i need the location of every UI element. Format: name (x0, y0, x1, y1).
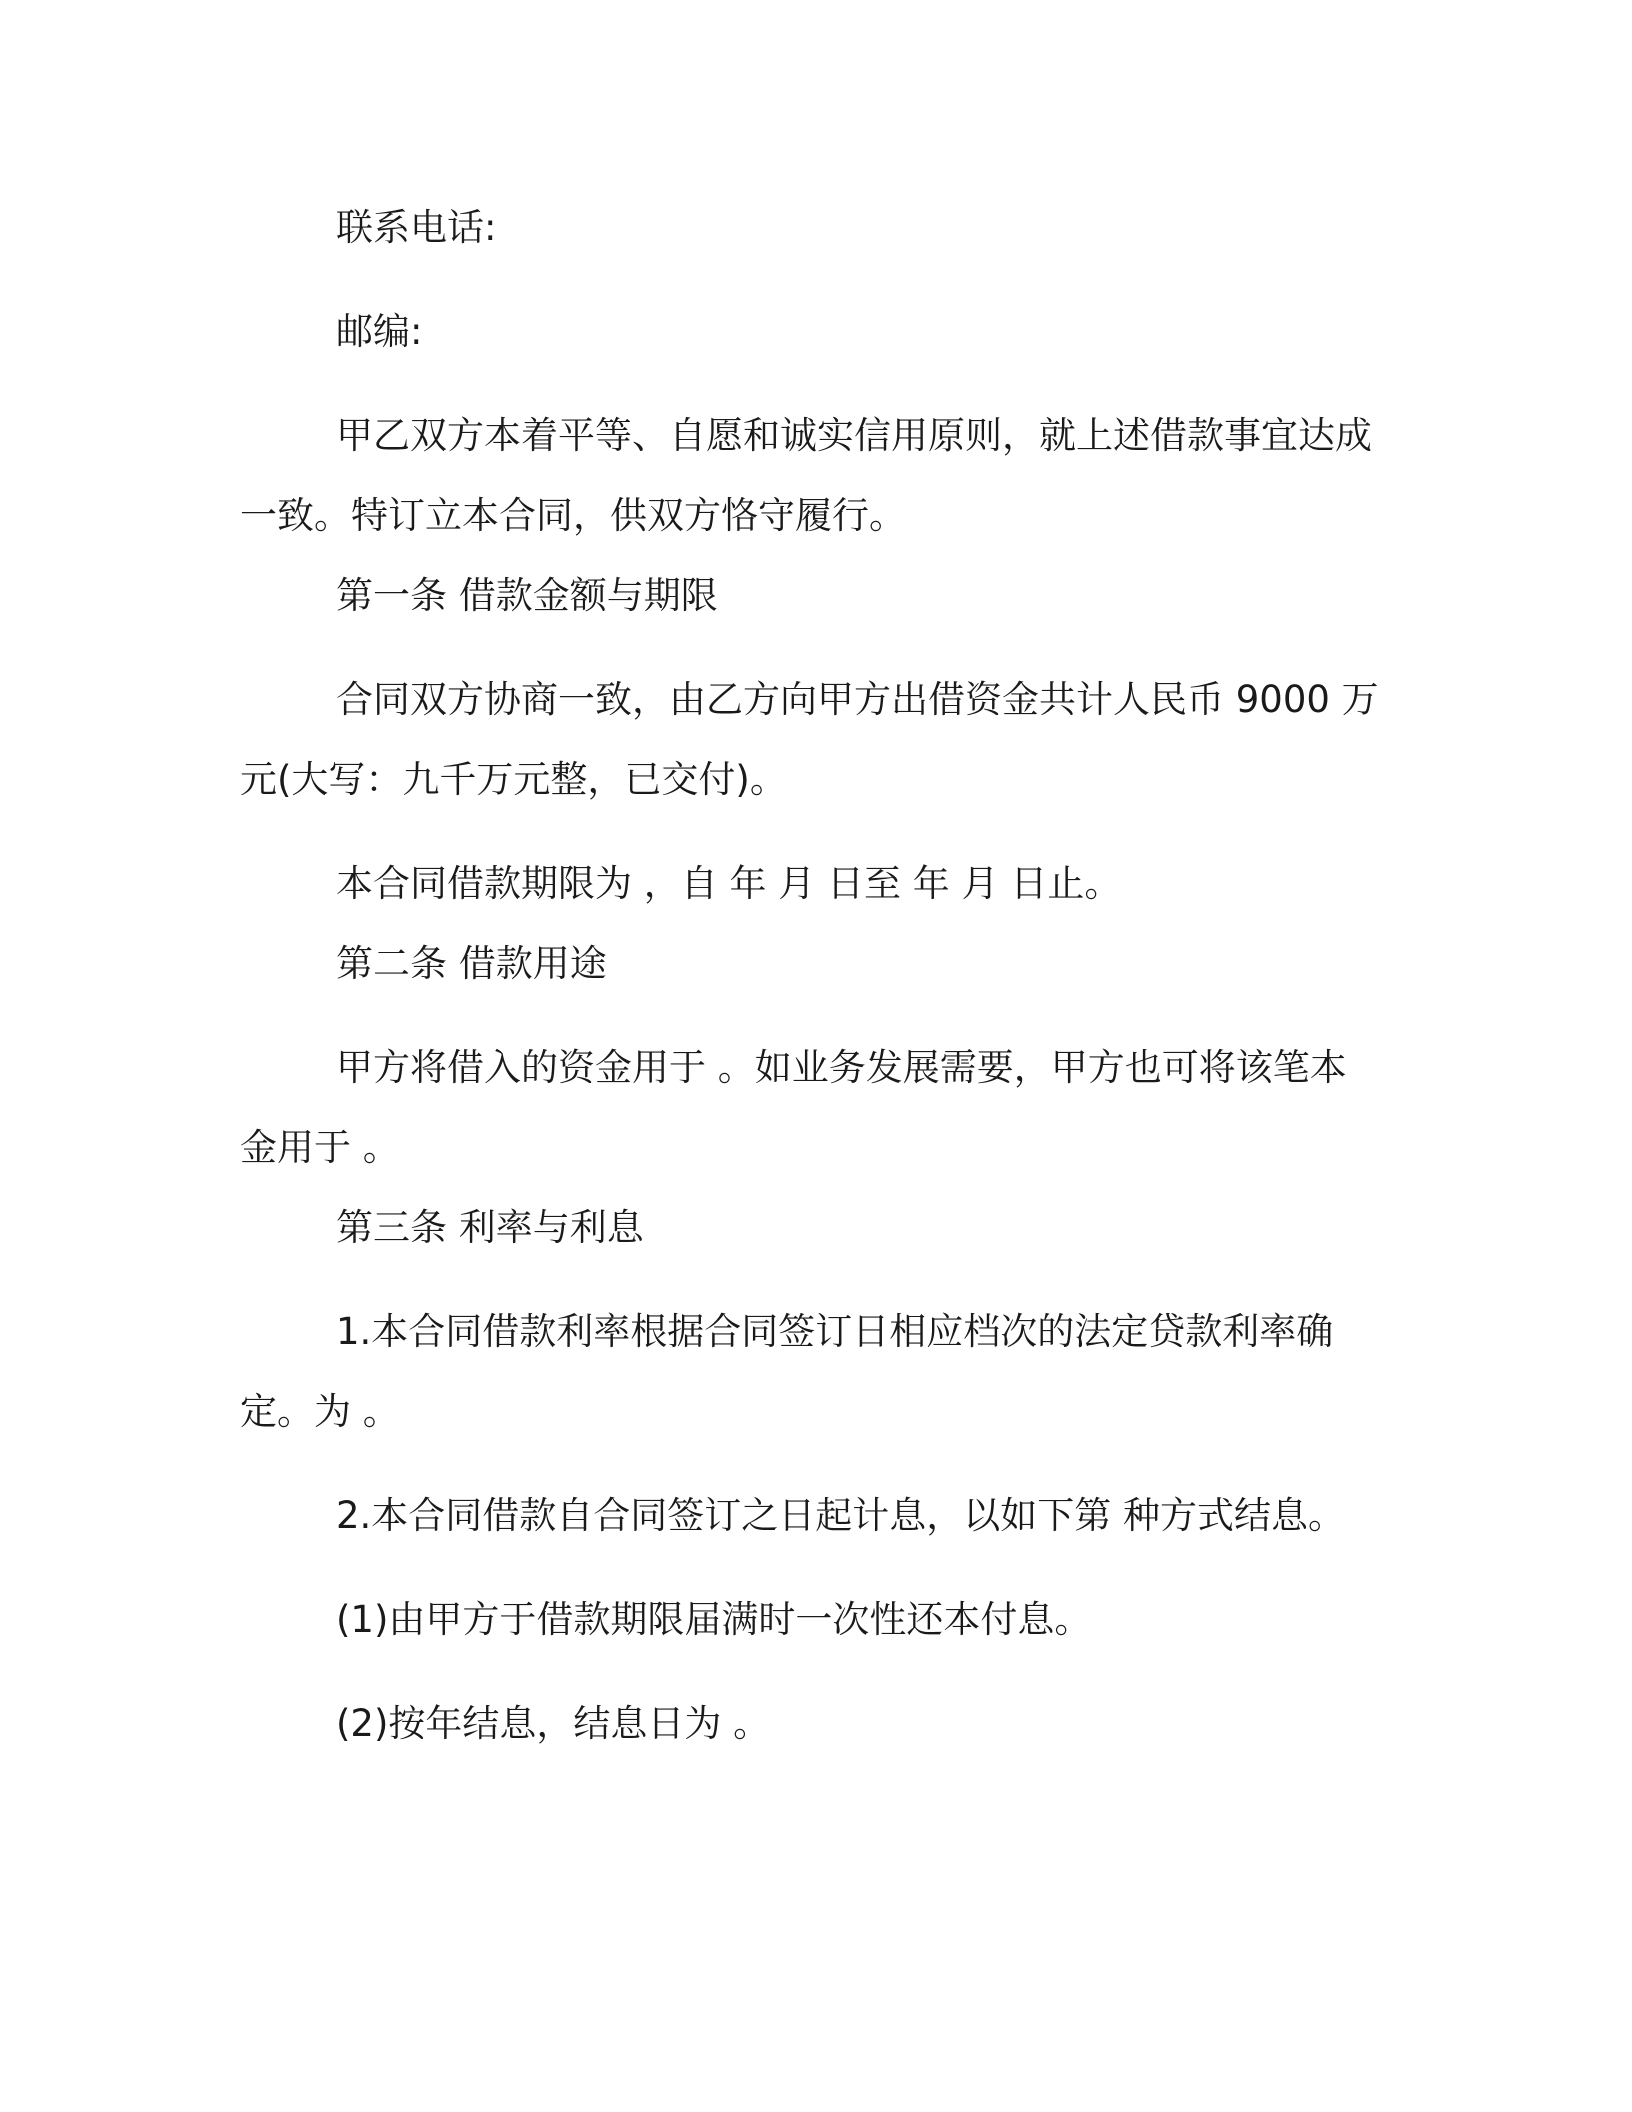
article-3-paragraph-2: 2.本合同借款自合同签订之日起计息，以如下第 种方式结息。 (336, 1494, 1346, 1537)
preamble-paragraph: 甲乙双方本着平等、自愿和诚实信用原则，就上述借款事宜达成一致。特订立本合同，供双方恪守履行。 (240, 414, 1372, 537)
article-2-title: 第二条 借款用途 (336, 942, 607, 985)
article-3-paragraph-1: 1.本合同借款利率根据合同签订日相应档次的法定贷款利率确定。为 。 (240, 1310, 1334, 1433)
article-1-title: 第一条 借款金额与期限 (336, 574, 718, 617)
document-body (240, 188, 1380, 1764)
article-3-title: 第三条 利率与利息 (336, 1206, 644, 1249)
postcode-line: 邮编: (336, 310, 423, 353)
article-1-paragraph-1: 合同双方协商一致，由乙方向甲方出借资金共计人民币 9000 万元(大写：九千万元整，已交付)。 (240, 678, 1379, 801)
contact-phone-line: 联系电话: (336, 206, 497, 249)
article-3-option-1: (1)由甲方于借款期限届满时一次性还本付息。 (336, 1598, 1092, 1641)
article-1-paragraph-2: 本合同借款期限为 ，自 年 月 日至 年 月 日止。 (336, 862, 1122, 905)
article-3-option-2: (2)按年结息，结息日为 。 (336, 1702, 771, 1745)
article-2-paragraph-1: 甲方将借入的资金用于 。如业务发展需要，甲方也可将该笔本金用于 。 (240, 1046, 1347, 1169)
